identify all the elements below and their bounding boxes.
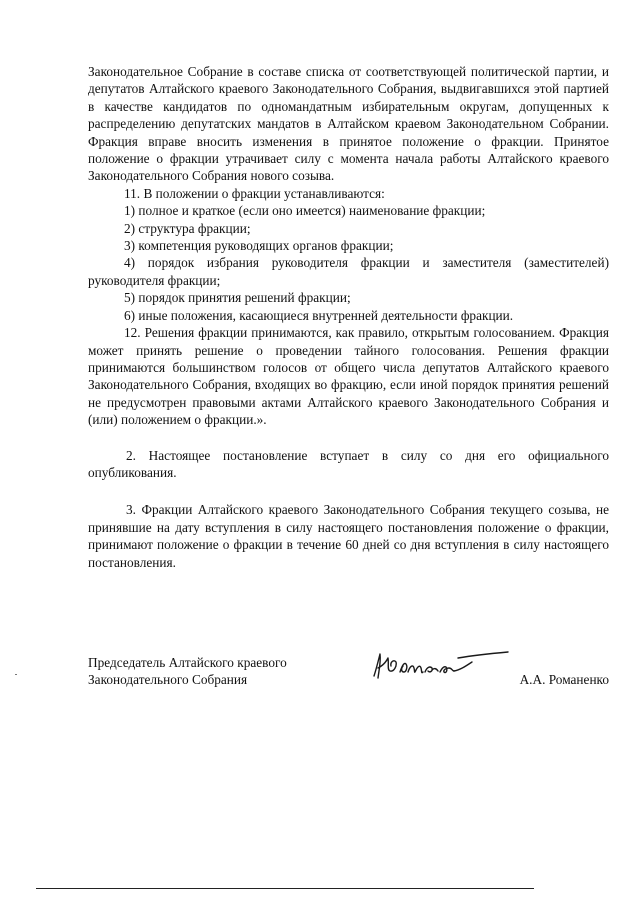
paragraph-clause-3: 3. Фракции Алтайского краевого Законодательного Собрания текущего созыва, не принявшие на дату вступления в силу настоящего постановления положение о фракции, принимают положение о фракции в течение 60 дней со дня вступления в силу настоящего постановления. [88, 502, 609, 570]
handwritten-signature [370, 640, 520, 686]
footer-divider [36, 888, 534, 889]
spacer [88, 481, 609, 501]
paragraph-continuation: Законодательное Собрание в составе списка от соответствующей политической партии, и депутатов Алтайского краевого Законодательного Собрания, выдвигавшихся этой партией в качестве кандидатов по одномандатным избирательным округам, допущенных к распределению депутатских мандатов в Алтайском краевом Законодательном Собрании. Фракция вправе вносить изменения в принятое положение о фракции. Принятое положение о фракции утрачивает силу с момента начала работы Алтайского краевого Законодательного Собрания нового созыва. [88, 64, 609, 184]
paragraph-item-12: 12. Решения фракции принимаются, как правило, открытым голосованием. Фракция может принять решение о проведении тайного голосования. Решения фракции принимаются большинством голосов от общего числа депутатов Алтайского краевого Законодательного Собрания, входящих во фракцию, если иной порядок принятия решений не предусмотрен правовыми актами Алтайского краевого Законодательного Собрания и (или) положением о фракции.». [88, 325, 609, 428]
list-item: 2) структура фракции; [124, 220, 251, 236]
list-item: 1) полное и краткое (если оно имеется) наименование фракции; [124, 203, 486, 219]
signatory-name: А.А. Романенко [519, 672, 609, 687]
paragraph-item-11: 11. В положении о фракции устанавливаются: [124, 185, 385, 201]
list-item: 6) иные положения, касающиеся внутренней деятельности фракции. [124, 307, 514, 323]
signatory-title-line1: Председатель Алтайского краевого [88, 655, 287, 670]
list-item: 4) порядок избрания руководителя фракции и заместителя (заместителей) руководителя фракции; [88, 255, 609, 288]
signatory-title-line2: Законодательного Собрания [88, 672, 248, 688]
signatory-title [88, 654, 328, 689]
document-body [88, 63, 609, 571]
list-item: 3) компетенция руководящих органов фракции; [124, 238, 394, 254]
paragraph-clause-2: 2. Настоящее постановление вступает в силу со дня его официального опубликования. [88, 447, 609, 480]
scan-speck [15, 674, 17, 675]
signature-block [88, 654, 609, 694]
spacer [88, 429, 609, 447]
list-item: 5) порядок принятия решений фракции; [124, 290, 351, 306]
